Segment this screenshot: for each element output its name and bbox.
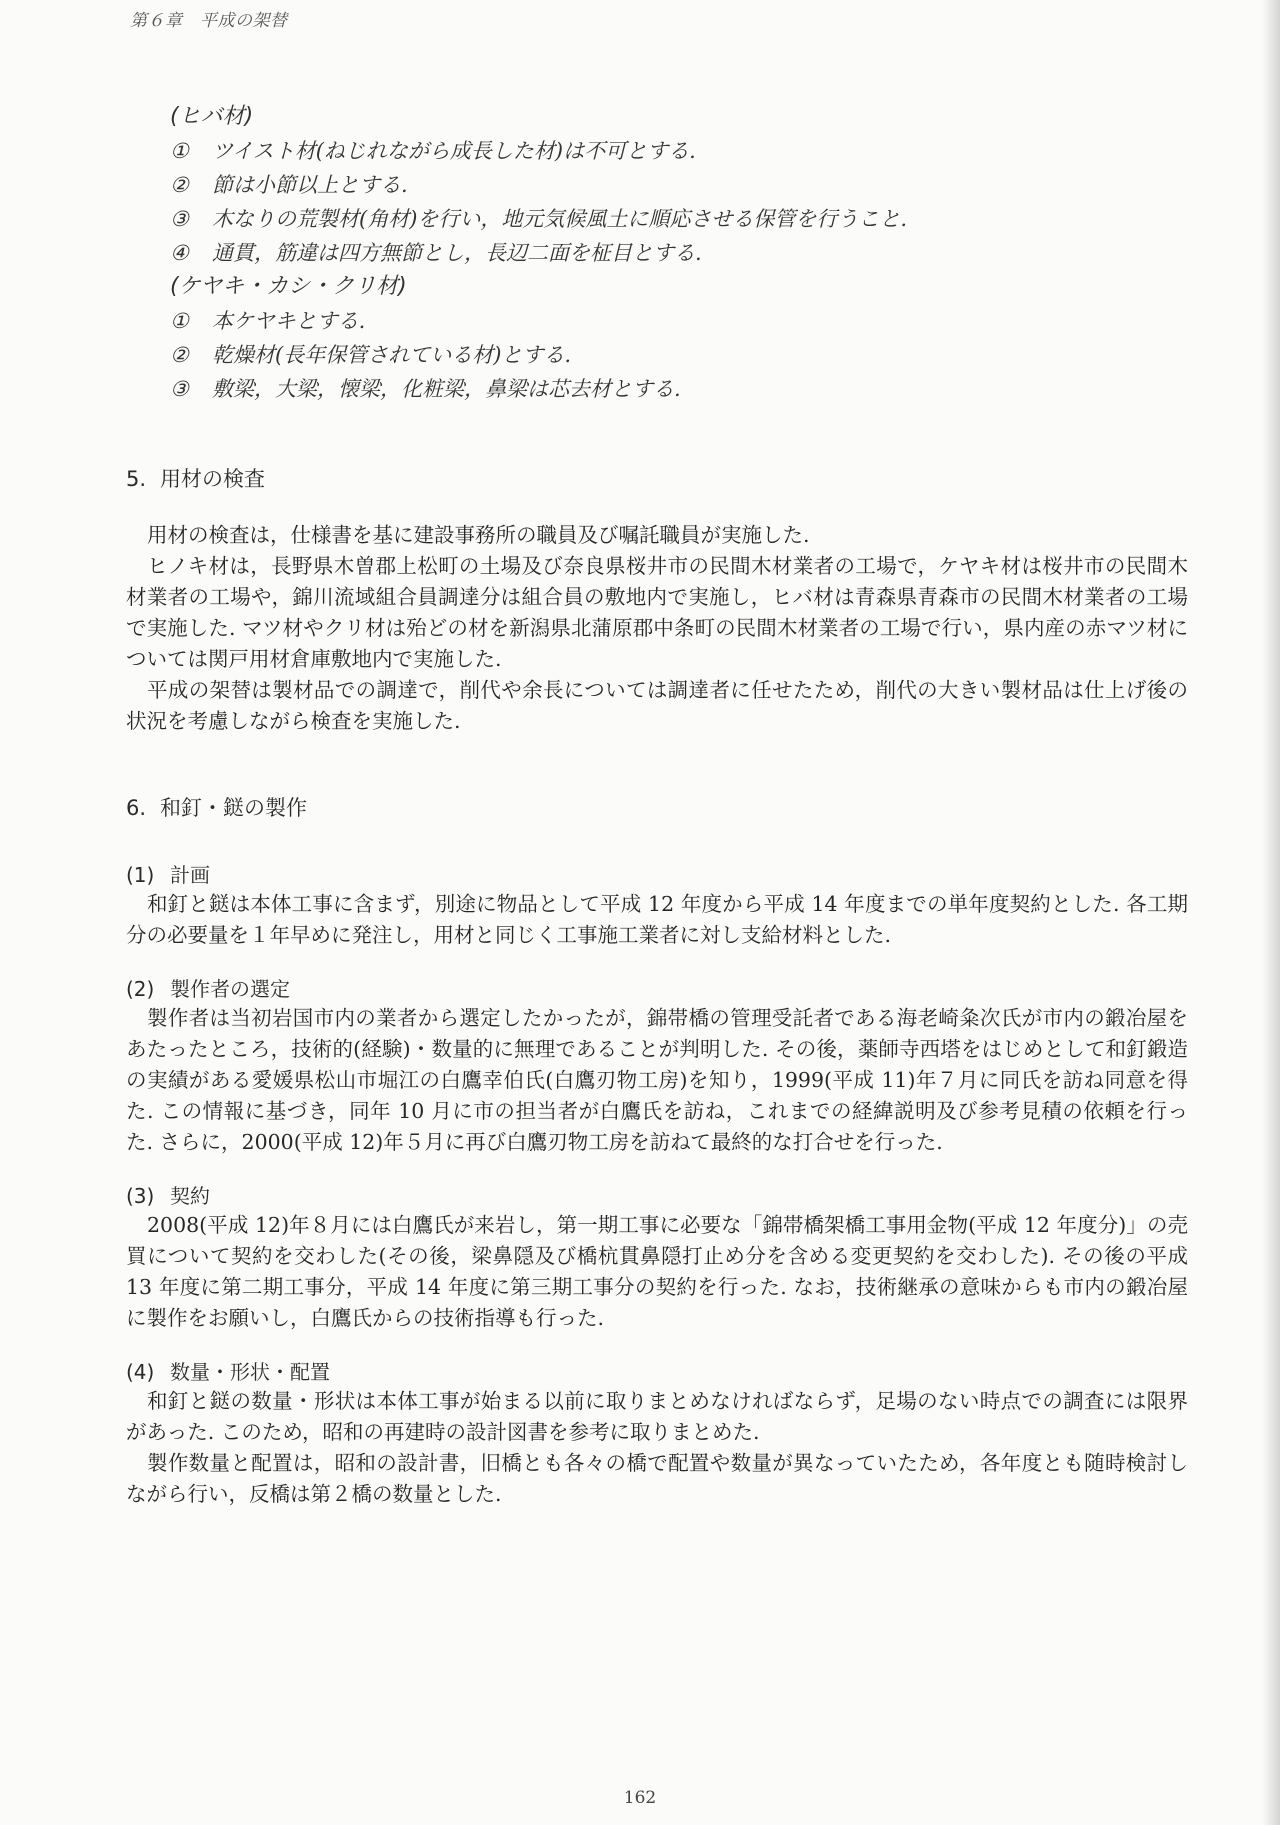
item-text: 節は小節以上とする. xyxy=(212,173,408,197)
item-text: 乾燥材(長年保管されている材)とする. xyxy=(212,343,572,367)
subsection-heading-1: (1) 計画 xyxy=(126,863,210,887)
item-text: 敷梁，大梁，懐梁，化粧梁，鼻梁は芯去材とする. xyxy=(212,377,681,401)
paragraph: 製作数量と配置は，昭和の設計書，旧橋とも各々の橋で配置や数量が異なっていたため，各年度とも随時検討しながら行い，反橋は第２橋の数量とした. xyxy=(126,1451,1188,1506)
list-item xyxy=(170,168,1188,202)
page-edge-shadow xyxy=(1262,0,1280,1825)
subsection-heading-2: (2) 製作者の選定 xyxy=(126,977,290,1001)
paragraph: 用材の検査は，仕様書を基に建設事務所の職員及び嘱託職員が実施した. xyxy=(147,523,810,547)
keyaki-title: (ケヤキ・カシ・クリ材) xyxy=(170,274,407,299)
subsection-heading-4: (4) 数量・形状・配置 xyxy=(126,1360,330,1384)
section-heading-5: 5. 用材の検査 xyxy=(126,467,265,491)
paragraph: 2008(平成 12)年８月には白鷹氏が来岩し，第一期工事に必要な「錦帯橋架橋工事用金物(平成 12 年度分)」の売買について契約を交わした(その後，梁鼻隠及び橋杭貫鼻隠打止め分を含める変更契約を交わした). その後の平成 13 年度に第二期工事分，平成 14 年度に第三期工事分の契約を行った. なお，技術継承の意味からも市内の鍛冶屋に製作をお願いし，白鷹氏からの技術指導も行った. xyxy=(126,1213,1188,1330)
section-heading-6: 6. 和釘・鎹の製作 xyxy=(126,796,307,820)
paragraph: ヒノキ材は，長野県木曽郡上松町の土場及び奈良県桜井市の民間木材業者の工場で，ケヤキ材は桜井市の民間木材業者の工場や，錦川流域組合員調達分は組合員の敷地内で実施し，ヒバ材は青森県青森市の民間木材業者の工場で実施した. マツ材やクリ材は殆どの材を新潟県北蒲原郡中条町の民間木材業者の工場で行い，県内産の赤マツ材については関戸用材倉庫敷地内で実施した. xyxy=(126,554,1188,671)
paragraph: 製作者は当初岩国市内の業者から選定したかったが，錦帯橋の管理受託者である海老崎粂次氏が市内の鍛冶屋をあたったところ，技術的(経験)・数量的に無理であることが判明した. その後，薬師寺西塔をはじめとして和釘鍛造の実績がある愛媛県松山市堀江の白鷹幸伯氏(白鷹刃物工房)を知り，1999(平成 11)年７月に同氏を訪ね同意を得た. この情報に基づき，同年 10 月に市の担当者が白鷹氏を訪ね，これまでの経緯説明及び参考見積の依頼を行った. さらに，2000(平成 12)年５月に再び白鷹刃物工房を訪ねて最終的な打合せを行った. xyxy=(126,1006,1188,1154)
paragraph: 和釘と鎹は本体工事に含まず，別途に物品として平成 12 年度から平成 14 年度までの単年度契約とした. 各工期分の必要量を１年早めに発注し，用材と同じく工事施工業者に対し支給材料とした. xyxy=(126,892,1188,947)
item-number: ③ xyxy=(170,207,189,231)
list-item xyxy=(170,304,1188,338)
section-title: 和釘・鎹の製作 xyxy=(160,796,307,820)
list-item xyxy=(170,134,1188,168)
section-title: 用材の検査 xyxy=(160,467,265,491)
item-text: 通貫，筋違は四方無節とし，長辺二面を柾目とする. xyxy=(212,241,702,265)
list-item xyxy=(170,338,1188,372)
item-number: ① xyxy=(170,309,189,333)
list-item xyxy=(170,202,1188,236)
paragraph: 和釘と鎹の数量・形状は本体工事が始まる以前に取りまとめなければならず，足場のない時点での調査には限界があった. このため，昭和の再建時の設計図書を参考に取りまとめた. xyxy=(126,1389,1188,1444)
subsection-title: 計画 xyxy=(170,863,210,887)
item-number: ② xyxy=(170,343,189,367)
paragraph: 平成の架替は製材品での調達で，削代や余長については調達者に任せたため，削代の大きい製材品は仕上げ後の状況を考慮しながら検査を実施した. xyxy=(126,678,1188,733)
subsection-title: 製作者の選定 xyxy=(170,977,290,1001)
item-text: 木なりの荒製材(角材)を行い，地元気候風土に順応させる保管を行うこと. xyxy=(212,207,908,231)
hiba-title: (ヒバ材) xyxy=(170,104,254,129)
item-text: 本ケヤキとする. xyxy=(212,309,366,333)
item-number: ② xyxy=(170,173,189,197)
subsection-heading-3: (3) 契約 xyxy=(126,1184,210,1208)
list-item xyxy=(170,372,1188,406)
list-item xyxy=(170,236,1188,270)
page-number: 162 xyxy=(623,1788,657,1808)
subsection-title: 数量・形状・配置 xyxy=(170,1360,330,1384)
running-header: 第６章 平成の架替 xyxy=(130,11,288,31)
item-number: ① xyxy=(170,139,189,163)
item-text: ツイスト材(ねじれながら成長した材)は不可とする. xyxy=(212,139,696,163)
hiba-spec-list xyxy=(170,100,1188,270)
subsection-title: 契約 xyxy=(170,1184,210,1208)
keyaki-spec-list xyxy=(170,270,1188,406)
section-5-body xyxy=(126,520,1188,737)
item-number: ③ xyxy=(170,377,189,401)
document-body xyxy=(126,100,1188,1510)
item-number: ④ xyxy=(170,241,189,265)
